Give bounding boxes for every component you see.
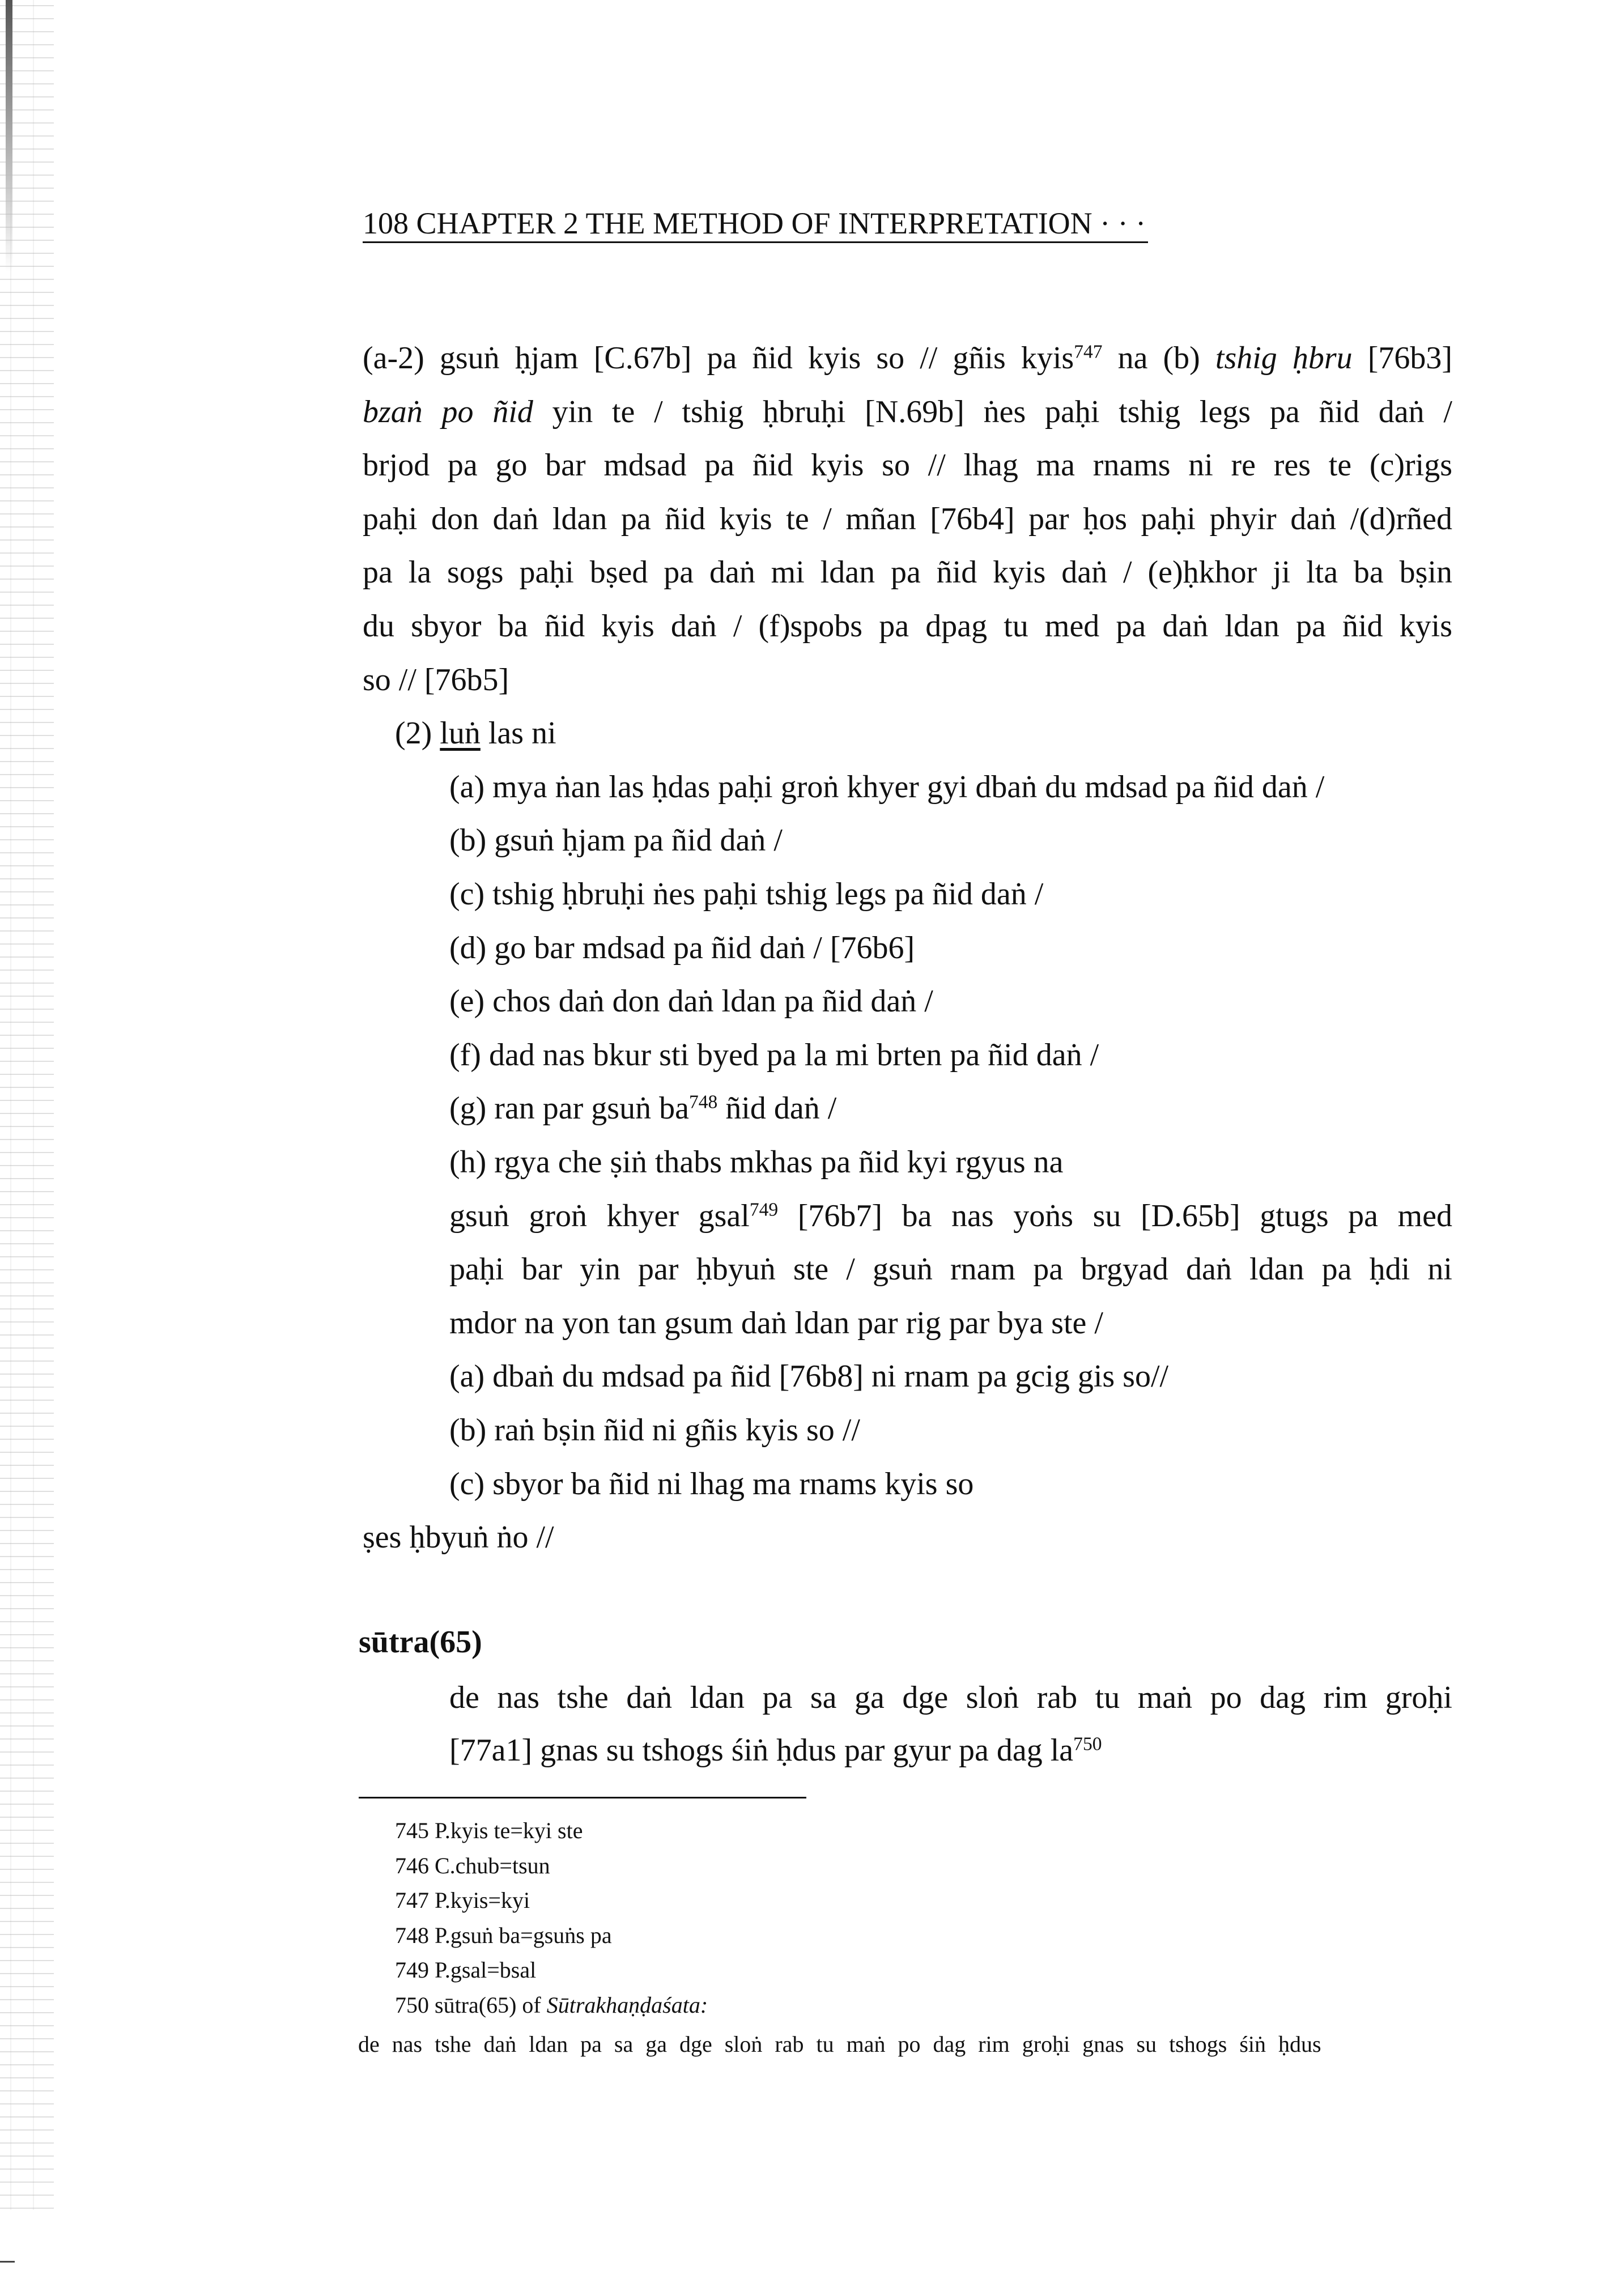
text-run: 750 sūtra(65) of [395,1992,547,2018]
text-run: [76b3] [1352,341,1453,376]
footnote-continuation: de nas tshe daṅ ldan pa sa ga dge sloṅ rab tu maṅ po dag rim groḥi gnas su tshogs śiṅ ḥdus [358,2031,1321,2057]
text-line [449,1037,1452,1073]
text-line [449,1144,1452,1180]
text-run: yin te / tshig ḥbruḥi [N.69b] ṅes paḥi tshig legs pa ñid daṅ / [533,394,1452,430]
text-run: so // [76b5] [363,662,509,698]
text-run: luṅ [440,716,481,751]
text-line [363,554,1452,590]
text-run: (d) go bar mdsad pa ñid daṅ / [76b6] [449,930,915,966]
text-line [449,1198,1452,1234]
text-line [449,930,1452,966]
text-run: paḥi don daṅ ldan pa ñid kyis te / mñan [76b4] par ḥos paḥi phyir daṅ /(d)rñed [363,501,1452,537]
text-run: ṣes ḥbyuṅ ṅo // [363,1520,554,1555]
footnote [395,1957,536,1984]
text-run: gsuṅ groṅ khyer gsal [449,1198,750,1234]
text-line [449,876,1452,912]
text-run: (a-2) gsuṅ ḥjam [C.67b] pa ñid kyis so // gñis kyis [363,341,1074,376]
text-line [449,822,1452,858]
text-line [395,715,556,751]
text-run: (h) rgya che ṣiṅ thabs mkhas pa ñid kyi rgyus na [449,1145,1064,1180]
text-line [363,662,1452,698]
text-line [449,1358,1452,1394]
text-run: 745 P.kyis te=kyi ste [395,1818,583,1843]
sutra-line [449,1732,1452,1768]
text-run: de nas tshe daṅ ldan pa sa ga dge sloṅ rab tu maṅ po dag rim groḥi [449,1680,1452,1715]
text-line [363,608,1452,644]
running-header: 108 CHAPTER 2 THE METHOD OF INTERPRETATION · · · [363,205,1148,243]
footnote [395,1817,583,1844]
text-run: (e) chos daṅ don daṅ ldan pa ñid daṅ / [449,984,933,1019]
text-line [449,1251,1452,1287]
footnote-ref: 749 [749,1199,779,1221]
text-run: paḥi bar yin par ḥbyuṅ ste / gsuṅ rnam pa brgyad daṅ ldan pa ḥdi ni [449,1252,1452,1287]
footnote [395,1992,708,2019]
footnote [395,1922,612,1949]
text-run: (c) sbyor ba ñid ni lhag ma rnams kyis so [449,1466,974,1502]
text-run: ñid daṅ / [717,1091,837,1126]
footnote-ref: 750 [1073,1733,1102,1755]
footnote-ref: 748 [688,1091,718,1113]
text-line [363,501,1452,537]
scan-edge-shadow [6,0,12,272]
text-line [363,1519,1452,1555]
text-run: (a) dbaṅ du mdsad pa ñid [76b8] ni rnam pa gcig gis so// [449,1359,1169,1394]
text-run: (a) mya ṅan las ḥdas paḥi groṅ khyer gyi dbaṅ du mdsad pa ñid daṅ / [449,769,1325,805]
text-run: [76b7] ba nas yoṅs su [D.65b] gtugs pa med [778,1198,1453,1234]
text-run: 748 P.gsuṅ ba=gsuṅs pa [395,1922,612,1948]
text-run: (c) tshig ḥbruḥi ṅes paḥi tshig legs pa ñid daṅ / [449,877,1044,912]
text-run: las ni [480,716,556,751]
footnote [395,1852,550,1880]
text-run: mdor na yon tan gsum daṅ ldan par rig par bya ste / [449,1305,1103,1341]
text-run: (b) gsuṅ ḥjam pa ñid daṅ / [449,823,783,858]
text-line [449,1090,1452,1126]
text-run: [77a1] gnas su tshogs śiṅ ḥdus par gyur pa dag la [449,1733,1074,1768]
text-run: 747 P.kyis=kyi [395,1887,530,1913]
text-run: (f) dad nas bkur sti byed pa la mi brten pa ñid daṅ / [449,1037,1099,1073]
footnote-separator [359,1797,806,1798]
text-run: na (b) [1102,341,1215,376]
text-line [449,769,1452,805]
text-run: tshig ḥbru [1215,341,1353,376]
text-line [449,983,1452,1019]
text-line [363,447,1452,483]
text-line [449,1412,1452,1448]
text-run: (2) [395,716,440,751]
footnote [395,1887,530,1914]
scan-edge-noise [0,0,54,2210]
text-run: (b) raṅ bṣin ñid ni gñis kyis so // [449,1413,860,1448]
text-line [449,1466,1452,1502]
text-run: (g) ran par gsuṅ ba [449,1091,689,1126]
text-run: Sūtrakhaṇḍaśata: [546,1992,708,2018]
text-run: du sbyor ba ñid kyis daṅ / (f)spobs pa dpag tu med pa daṅ ldan pa ñid kyis [363,609,1452,644]
footnote-ref: 747 [1074,341,1103,363]
text-run: brjod pa go bar mdsad pa ñid kyis so // lhag ma rnams ni re res te (c)rigs [363,448,1452,483]
section-heading: sūtra(65) [359,1625,482,1660]
text-run: bzaṅ po ñid [363,394,533,430]
text-line [363,394,1452,430]
text-line [363,340,1452,376]
text-line [449,1305,1452,1341]
scan-mark [0,2261,15,2263]
text-run: 749 P.gsal=bsal [395,1957,537,1983]
text-run: pa la sogs paḥi bṣed pa daṅ mi ldan pa ñid kyis daṅ / (e)ḥkhor ji lta ba bṣin [363,555,1452,590]
text-run: 746 C.chub=tsun [395,1852,550,1878]
sutra-line [449,1680,1452,1716]
